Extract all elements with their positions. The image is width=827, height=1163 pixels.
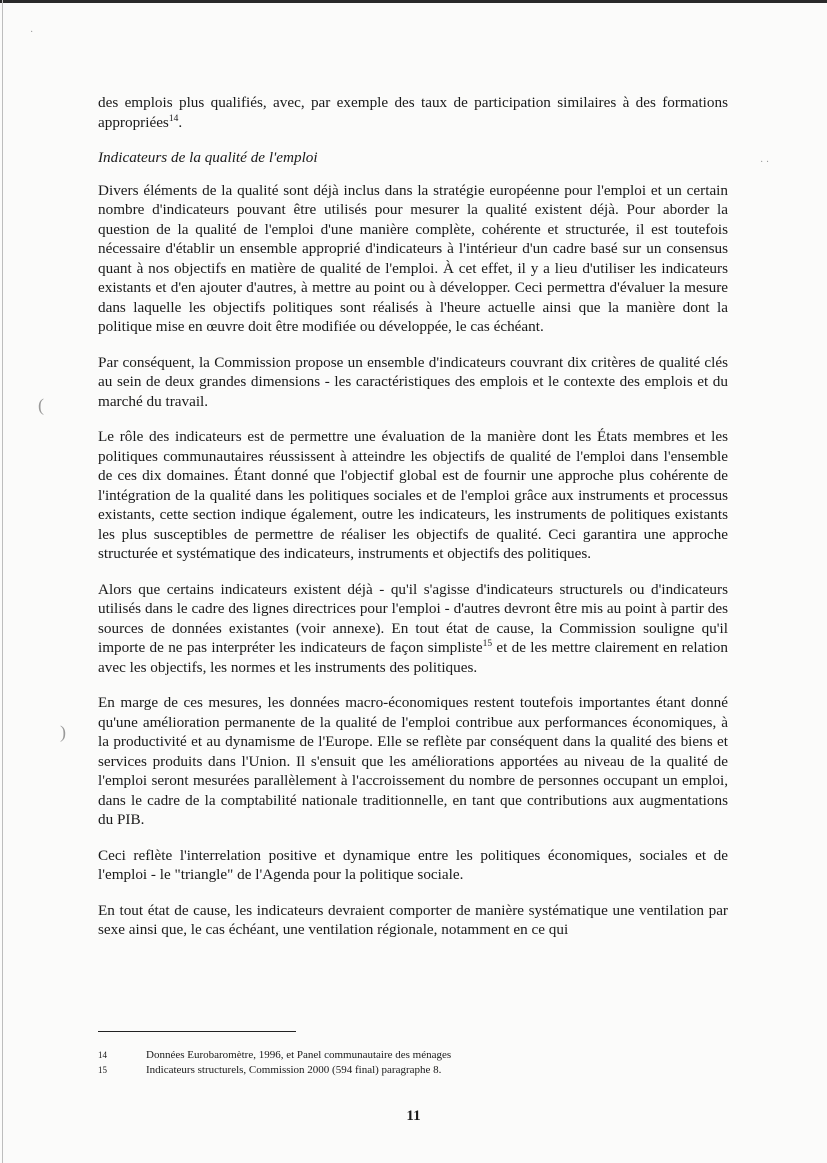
section-heading [98, 148, 728, 168]
footnote-separator [98, 1031, 296, 1032]
paragraph-text: Ceci reflète l'interrelation positive et dynamique entre les politiques économiques, sociales et de l'emploi - le "triangle" de l'Agenda pour la politique sociale. [98, 846, 728, 883]
footnote-text: Données Eurobaromètre, 1996, et Panel communautaire des ménages [146, 1049, 452, 1061]
page-number: 11 [406, 1108, 421, 1124]
paragraph-text: En tout état de cause, les indicateurs devraient comporter de manière systématique une ventilation par sexe ainsi que, le cas échéant, une ventilation régionale, notamment en ce qui [98, 901, 728, 938]
scan-speck: · [30, 27, 34, 38]
scan-border-top [0, 0, 827, 3]
footnote-number: 15 [98, 1065, 107, 1075]
paragraph [98, 353, 728, 412]
footnote [98, 1048, 728, 1063]
paragraph-text: . [178, 113, 183, 131]
paragraph [98, 693, 728, 830]
scan-speck: ) [60, 722, 66, 742]
footnote-reference: 14 [168, 113, 179, 124]
footnote-reference: 15 [482, 638, 493, 649]
paragraph-text: Indicateurs de la qualité de l'emploi [98, 149, 318, 166]
paragraph [98, 901, 728, 940]
paragraph [98, 93, 728, 132]
footnotes [98, 1048, 728, 1078]
footnote-number: 14 [98, 1050, 107, 1060]
footnote [98, 1063, 728, 1078]
document-body [98, 93, 728, 956]
paragraph-text: Par conséquent, la Commission propose un ensemble d'indicateurs couvrant dix critères de qualité clés au sein de deux grandes dimensions - les caractéristiques des emplois et le contexte des emplois et du marché du travail. [98, 353, 728, 410]
scan-speck: · · [760, 157, 770, 168]
paragraph [98, 427, 728, 564]
paragraph-text: Alors que certains indicateurs existent déjà - qu'il s'agisse d'indicateurs structurels ou d'indicateurs utilisés dans le cadre des lignes directrices pour l'emploi - d'autres devront être mis au point à partir des sources de données existantes (voir annexe). En tout état de cause, la Commission souligne qu'il importe de ne pas interpréter les indicateurs de façon simpliste [98, 580, 728, 656]
footnote-text: Indicateurs structurels, Commission 2000 (594 final) paragraphe 8. [146, 1064, 442, 1076]
paragraph-text: Divers éléments de la qualité sont déjà inclus dans la stratégie européenne pour l'emploi et un certain nombre d'indicateurs pouvant être utilisés pour mesurer la qualité existent déjà. Pour aborder la question de la qualité de l'emploi d'une manière complète, cohérente et structurée, il est toutefois nécessaire d'établir un ensemble approprié d'indicateurs à l'intérieur d'un cadre basé sur un consensus quant à nos objectifs en matière de qualité de l'emploi. À cet effet, il y a lieu d'utiliser les indicateurs existants et d'en ajouter d'autres, à mettre au point ou à développer. Ceci permettra d'évaluer la mesure dans laquelle les objectifs politiques sont réalisés à l'heure actuelle ainsi que la manière dont la politique mise en œuvre doit être modifiée ou développée, le cas échéant. [98, 181, 728, 335]
paragraph [98, 181, 728, 337]
paragraph-text: Le rôle des indicateurs est de permettre une évaluation de la manière dont les États membres et les politiques communautaires réussissent à atteindre les objectifs de qualité de l'emploi dans l'ensemble de ces dix domaines. Étant donné que l'objectif global est de fournir une approche plus cohérente de l'intégration de la qualité dans les politiques sociales et de l'emploi grâce aux instruments et processus existants, cette section indique également, outre les indicateurs, les instruments de politiques existants les plus susceptibles de permettre de réaliser les objectifs de qualité. Ceci garantira une approche structurée et systématique des indicateurs, instruments et objectifs des politiques. [98, 428, 728, 562]
scan-speck: ( [38, 395, 44, 415]
paragraph-text: des emplois plus qualifiés, avec, par exemple des taux de participation similaires à des formations appropriées [98, 94, 728, 131]
scan-border-left [2, 0, 3, 1163]
paragraph [98, 846, 728, 885]
paragraph-text: et de les mettre clairement en relation avec les objectifs, les normes et les instruments des politiques. [98, 639, 728, 676]
paragraph [98, 580, 728, 678]
paragraph-text: En marge de ces mesures, les données macro-économiques restent toutefois importantes étant donné qu'une amélioration permanente de la qualité de l'emploi contribue aux performances économiques, à la productivité et au dynamisme de l'Europe. Elle se reflète par conséquent dans la qualité des biens et services produits dans l'Union. Il s'ensuit que les améliorations apportées au niveau de la qualité de l'emploi seront mesurées parallèlement à l'accroissement du nombre de personnes occupant un emploi, dans le cadre de la comptabilité nationale traditionnelle, en tant que contributions aux augmentations du PIB. [98, 694, 728, 828]
